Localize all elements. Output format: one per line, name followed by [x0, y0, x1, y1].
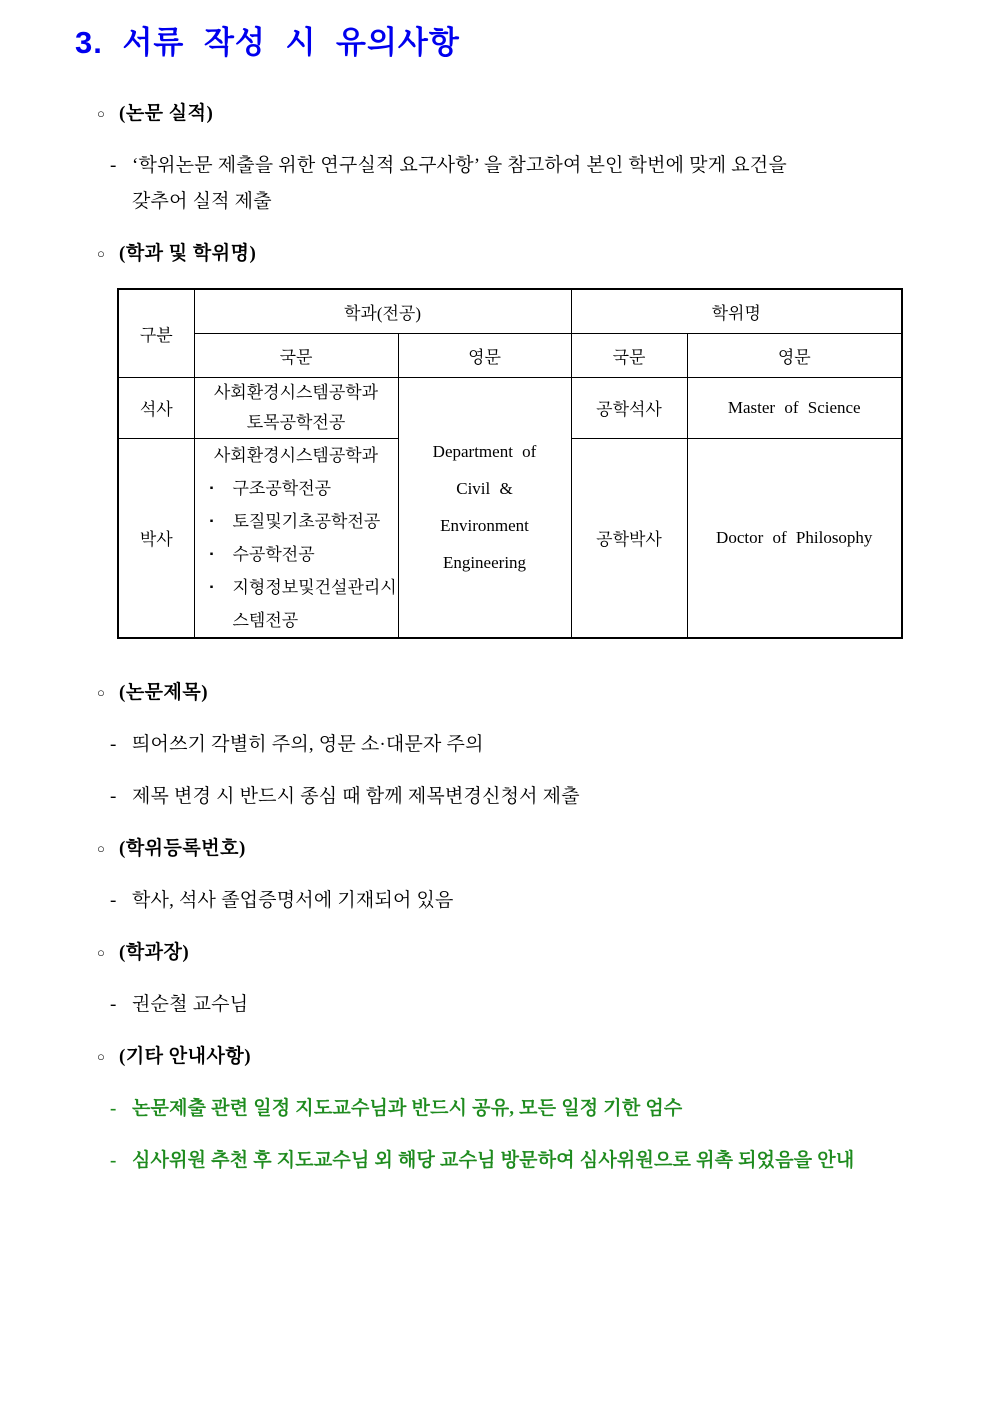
circle-bullet-icon: ○: [97, 106, 106, 121]
table-row-master: [118, 377, 902, 438]
list-item-emphasis: [110, 1143, 984, 1179]
section-heading-label: (논문제목): [119, 682, 209, 703]
master-degree-english: Master of Science: [687, 377, 902, 438]
doctor-dept-korean: [194, 438, 398, 638]
item-text: 띄어쓰기 각별히 주의, 영문 소·대문자 주의: [132, 734, 484, 755]
table-subheader-korean: 국문: [194, 333, 398, 377]
list-item: [110, 148, 972, 220]
section-heading-dept-head: [97, 935, 992, 971]
table-header-department: 학과(전공): [194, 289, 571, 333]
circle-bullet-icon: ○: [97, 945, 106, 960]
circle-bullet-icon: ○: [97, 841, 106, 856]
dept-en-line: Engineering: [442, 553, 527, 573]
list-item: [110, 883, 972, 919]
dept-degree-table: [117, 288, 903, 639]
row-label-doctor: 박사: [118, 438, 194, 638]
major-label: 지형정보및건설관리시스템전공: [232, 577, 397, 630]
table-subheader-english: 영문: [398, 333, 571, 377]
item-text: 학사, 석사 졸업증명서에 기재되어 있음: [132, 890, 454, 911]
dash-bullet-icon: -: [110, 1150, 116, 1171]
dash-bullet-icon: -: [110, 734, 117, 755]
major-list-item: [195, 472, 398, 505]
item-text: 제목 변경 시 반드시 종심 때 함께 제목변경신청서 제출: [132, 786, 580, 807]
circle-bullet-icon: ○: [97, 246, 106, 261]
square-bullet-icon: ▪: [209, 581, 214, 593]
dash-bullet-icon: -: [110, 890, 117, 911]
item-text: 논문제출 관련 일정 지도교수님과 반드시 공유, 모든 일정 기한 엄수: [132, 1098, 683, 1119]
dept-en-line: Environment: [440, 516, 529, 536]
section-heading-label: (기타 안내사항): [119, 1046, 252, 1067]
item-text-line: 갖추어 실적 제출: [132, 191, 272, 212]
dept-line: 토목공학전공: [246, 412, 346, 432]
dash-bullet-icon: -: [110, 1098, 117, 1119]
square-bullet-icon: ▪: [209, 548, 214, 560]
section-heading-label: (학과장): [119, 942, 190, 963]
row-label-master: 석사: [118, 377, 194, 438]
major-label: 구조공학전공: [232, 478, 332, 498]
circle-bullet-icon: ○: [97, 685, 106, 700]
square-bullet-icon: ▪: [209, 515, 214, 527]
dash-bullet-icon: -: [110, 786, 117, 807]
table-subheader-english: 영문: [687, 333, 902, 377]
major-list-item: [195, 505, 398, 538]
table-header-category: 구분: [118, 289, 194, 377]
doctor-degree-english: Doctor of Philosophy: [687, 438, 902, 638]
table-subheader-korean: 국문: [571, 333, 687, 377]
list-item: [110, 727, 972, 763]
list-item: [110, 987, 972, 1023]
circle-bullet-icon: ○: [97, 1049, 106, 1064]
list-item-emphasis: [110, 1091, 972, 1127]
item-text: [132, 148, 972, 220]
dash-bullet-icon: -: [110, 994, 117, 1015]
section-heading-dept-degree: [97, 236, 992, 272]
master-dept-korean: [194, 377, 398, 438]
page-title: 3. 서류 작성 시 유의사항: [75, 25, 460, 60]
major-label: 수공학전공: [232, 544, 315, 564]
section-heading-other-notices: [97, 1039, 992, 1075]
section-heading-thesis-title: [97, 675, 992, 711]
section-heading-label: (학과 및 학위명): [119, 243, 257, 264]
square-bullet-icon: ▪: [209, 482, 214, 494]
dept-en-line: Department of: [432, 442, 537, 462]
major-label: 토질및기초공학전공: [232, 511, 381, 531]
list-item: [110, 779, 972, 815]
doctor-degree-korean: 공학박사: [571, 438, 687, 638]
dept-line: 사회환경시스템공학과: [213, 382, 379, 402]
item-text: 권순철 교수님: [132, 994, 249, 1015]
section-heading-thesis-results: [97, 96, 992, 132]
section-heading-degree-reg-number: [97, 831, 992, 867]
dept-english-merged-cell: [398, 377, 571, 638]
item-text-line: ‘학위논문 제출을 위한 연구실적 요구사항’ 을 참고하여 본인 학번에 맞게 요건을: [132, 155, 787, 176]
dept-en-line: Civil &: [456, 479, 513, 499]
major-list-item: [195, 571, 398, 637]
dept-line: 사회환경시스템공학과: [213, 445, 379, 465]
section-heading-label: (학위등록번호): [119, 838, 246, 859]
major-list-item: [195, 538, 398, 571]
master-degree-korean: 공학석사: [571, 377, 687, 438]
table-header-degree-name: 학위명: [571, 289, 902, 333]
section-heading-label: (논문 실적): [119, 103, 214, 124]
item-text: 심사위원 추천 후 지도교수님 외 해당 교수님 방문하여 심사위원으로 위촉 되었음을 안내: [132, 1150, 855, 1171]
dash-bullet-icon: -: [110, 155, 117, 176]
